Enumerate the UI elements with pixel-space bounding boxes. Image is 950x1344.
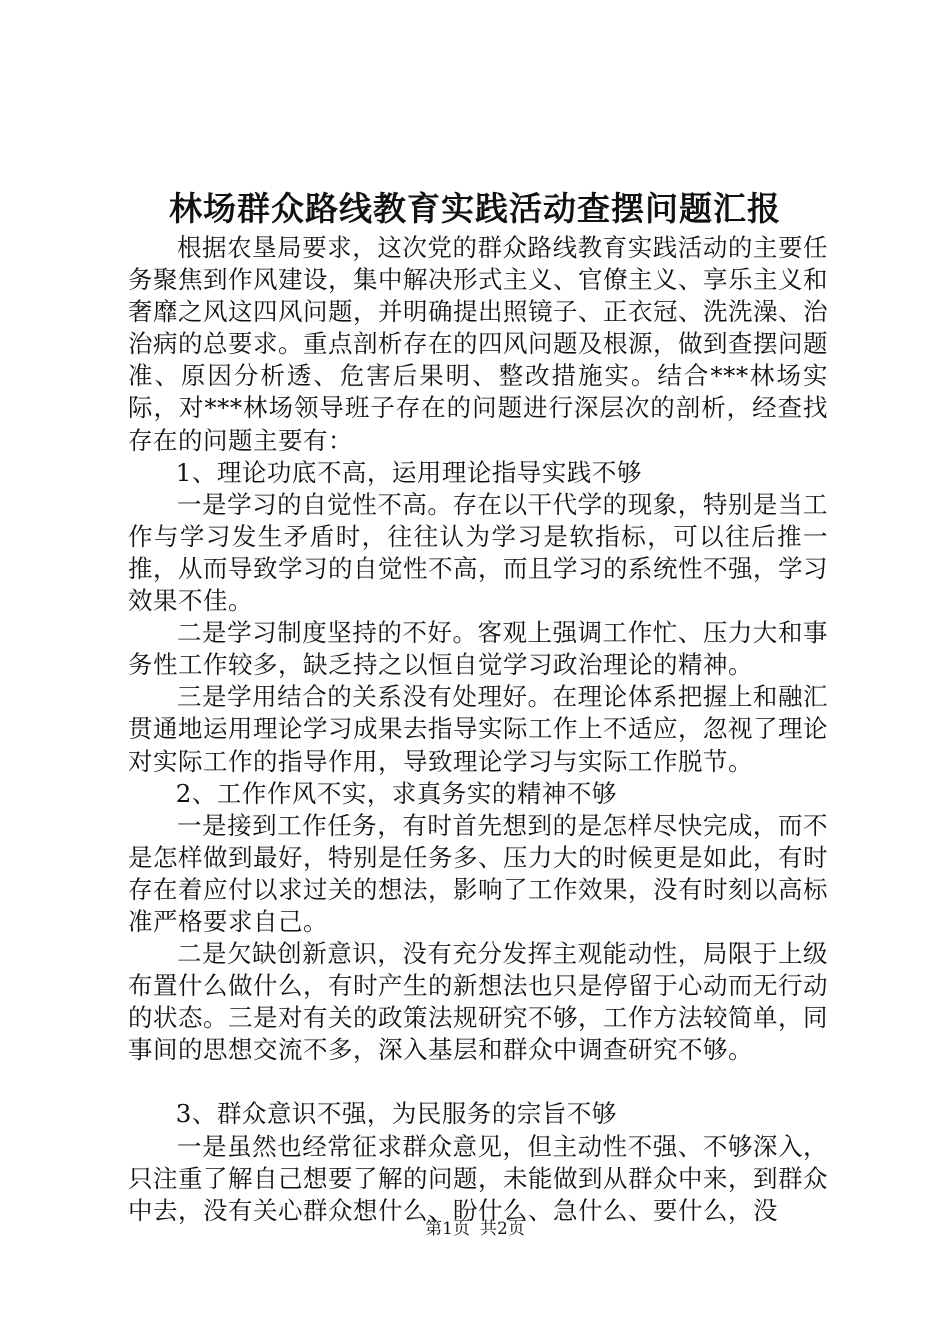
document-body: [128, 232, 828, 1227]
page-total: 共2页: [480, 1219, 525, 1239]
paragraph-2-2: 二是欠缺创新意识，没有充分发挥主观能动性，局限于上级布置什么做什么，有时产生的新想法也只是停留于心动而无行动的状态。三是对有关的政策法规研究不够，工作方法较简单，同事间的思想交流不多，深入基层和群众中调查研究不够。: [128, 939, 828, 1065]
page-number: 第1页: [425, 1219, 470, 1239]
paragraph-1-3: 三是学用结合的关系没有处理好。在理论体系把握上和融汇贯通地运用理论学习成果去指导实际工作上不适应，忽视了理论对实际工作的指导作用，导致理论学习与实际工作脱节。: [128, 682, 828, 776]
document-title: 林场群众路线教育实践活动查摆问题汇报: [169, 189, 781, 228]
section-heading-2: 2、工作作风不实，求真务实的精神不够: [175, 778, 617, 808]
blank-line: [128, 1066, 828, 1098]
paragraph-intro: 根据农垦局要求，这次党的群众路线教育实践活动的主要任务聚焦到作风建设，集中解决形式主义、官僚主义、享乐主义和奢靡之风这四风问题，并明确提出照镜子、正衣冠、洗洗澡、治治病的总要求。重点剖析存在的四风问题及根源，做到查摆问题准、原因分析透、危害后果明、整改措施实。结合***林场实际，对***林场领导班子存在的问题进行深层次的剖析，经查找存在的问题主要有：: [128, 233, 828, 455]
paragraph-3-1: 一是虽然也经常征求群众意见，但主动性不强、不够深入，只注重了解自己想要了解的问题，未能做到从群众中来，到群众中去，没有关心群众想什么、盼什么、急什么、要什么，没: [128, 1131, 828, 1225]
page-footer: [0, 1217, 950, 1241]
paragraph-1-2: 二是学习制度坚持的不好。客观上强调工作忙、压力大和事务性工作较多，缺乏持之以恒自觉学习政治理论的精神。: [128, 618, 828, 680]
section-heading-3: 3、群众意识不强，为民服务的宗旨不够: [175, 1099, 617, 1129]
section-heading-1: 1、理论功底不高，运用理论指导实践不够: [175, 457, 642, 487]
paragraph-2-1: 一是接到工作任务，有时首先想到的是怎样尽快完成，而不是怎样做到最好，特别是任务多、压力大的时候更是如此，有时存在着应付以求过关的想法，影响了工作效果，没有时刻以高标准严格要求自己。: [128, 810, 828, 936]
paragraph-1-1: 一是学习的自觉性不高。存在以干代学的现象，特别是当工作与学习发生矛盾时，往往认为学习是软指标，可以往后推一推，从而导致学习的自觉性不高，而且学习的系统性不强，学习效果不佳。: [128, 489, 828, 616]
